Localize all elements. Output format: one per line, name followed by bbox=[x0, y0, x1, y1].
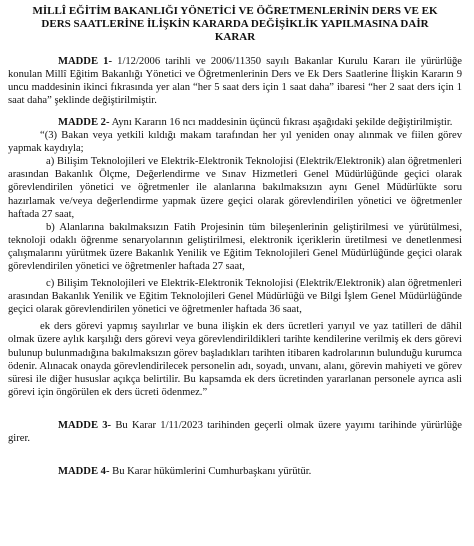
article-4 bbox=[8, 465, 462, 478]
article-1-text: 1/12/2006 tarihli ve 2006/11350 sayılı Bakanlar Kurulu Kararı ile yürürlüğe konulan Millî Eğitim Bakanlığı Yönetici ve Öğretmenlerinin Ders ve Ek Ders Saatlerine İlişkin Kararın 9 uncu maddesinin ikinci fıkrasında yer alan “her 5 saat ders için 1 saat daha” ibaresi “her 2 saat ders için 1 saat daha” şeklinde değiştirilmiştir. bbox=[8, 55, 462, 106]
article-2 bbox=[8, 116, 462, 129]
document-title bbox=[8, 5, 462, 45]
article-2-item-c: c) Bilişim Teknolojileri ve Elektrik-Elektronik Teknolojisi (Elektrik/Elektronik) alan öğretmenleri arasından Bakanlık Yenilik ve Eğitim Teknolojileri Genel Müdürlüğü ve Bilgi İşlem Genel Müdürlüğünde geçici olarak görevlendirilen yönetici ve öğretmenler haftada 36 saat, bbox=[8, 278, 462, 316]
article-2-item-a: a) Bilişim Teknolojileri ve Elektrik-Elektronik Teknolojisi (Elektrik/Elektronik) alan öğretmenleri arasından Bakanlık Ölçme, Değerlendirme ve Sınav Hizmetleri Genel Müdürlüğünde geçici olarak görevlendirilen yönetici ve öğretmenler ile alanlarına bakılmaksızın aynı Genel Müdürlükte soru hazırlamak ve/veya değerlendirme yapmak üzere geçici olarak görevlendirilen yönetici ve öğretmenler haftada 27 saat, bbox=[8, 156, 462, 220]
article-3 bbox=[8, 419, 462, 445]
article-2-quote-intro: “(3) Bakan veya yetkili kıldığı makam tarafından her yıl yeniden onay alınmak ve fiilen görev yapmak kaydıyla; bbox=[8, 130, 462, 155]
title-line-3: KARAR bbox=[214, 31, 256, 44]
title-line-1: MİLLÎ EĞİTİM BAKANLIĞI YÖNETİCİ VE ÖĞRETMENLERİNİN DERS VE EK bbox=[32, 5, 438, 17]
article-1-label: MADDE 1- bbox=[58, 55, 112, 67]
article-2-closing: ek ders görevi yapmış sayılırlar ve buna ilişkin ek ders ücretleri yarıyıl ve yaz tatilleri de dâhil olmak üzere aylık karşılığı ders görevi veya görevlendirildikleri tarihte kendilerine verilmiş ek ders görevi bulunup bulunmadığına bakılmaksızın görev başladıkları tarihten itibaren kadrolarının bulunduğu kurumca ödenir. Alınacak onayda görevlendirilecek personelin adı, soyadı, unvanı, alanı, görevin mahiyeti ve görev süresi ile diğer hususlar açıkça belirtilir. Bu kapsamda ek ders ücretinden yararlanan personele ayrıca asli görevi için öngörülen ek ders ücreti ödenmez.” bbox=[8, 321, 462, 398]
article-2-item-b: b) Alanlarına bakılmaksızın Fatih Projesinin tüm bileşenlerinin geliştirilmesi ve yürütülmesi, teknoloji odaklı öğrenme senaryolarının geliştirilmesi, elektronik içeriklerin üretilmesi ve denetlenmesi çalışmalarını yürütmek üzere Bakanlık Yenilik ve Eğitim Teknolojileri Genel Müdürlüğünde geçici olarak görevlendirilen yönetici ve öğretmenler haftada 27 saat, bbox=[8, 221, 462, 273]
article-3-label: MADDE 3- bbox=[58, 419, 112, 431]
title-line-2: DERS SAATLERİNE İLİŞKİN KARARDA DEĞİŞİKLİK YAPILMASINA DAİR bbox=[41, 18, 429, 31]
article-1 bbox=[8, 55, 462, 107]
article-2-label: MADDE 2- bbox=[58, 116, 110, 128]
article-2-text: Aynı Kararın 16 ncı maddesinin üçüncü fıkrası aşağıdaki şekilde değiştirilmiştir. bbox=[109, 116, 453, 128]
article-4-text: Bu Karar hükümlerini Cumhurbaşkanı yürütür. bbox=[109, 466, 312, 478]
article-3-text: Bu Karar 1/11/2023 tarihinden geçerli olmak üzere yayımı tarihinde yürürlüğe girer. bbox=[8, 419, 462, 445]
article-4-label: MADDE 4- bbox=[58, 466, 110, 478]
